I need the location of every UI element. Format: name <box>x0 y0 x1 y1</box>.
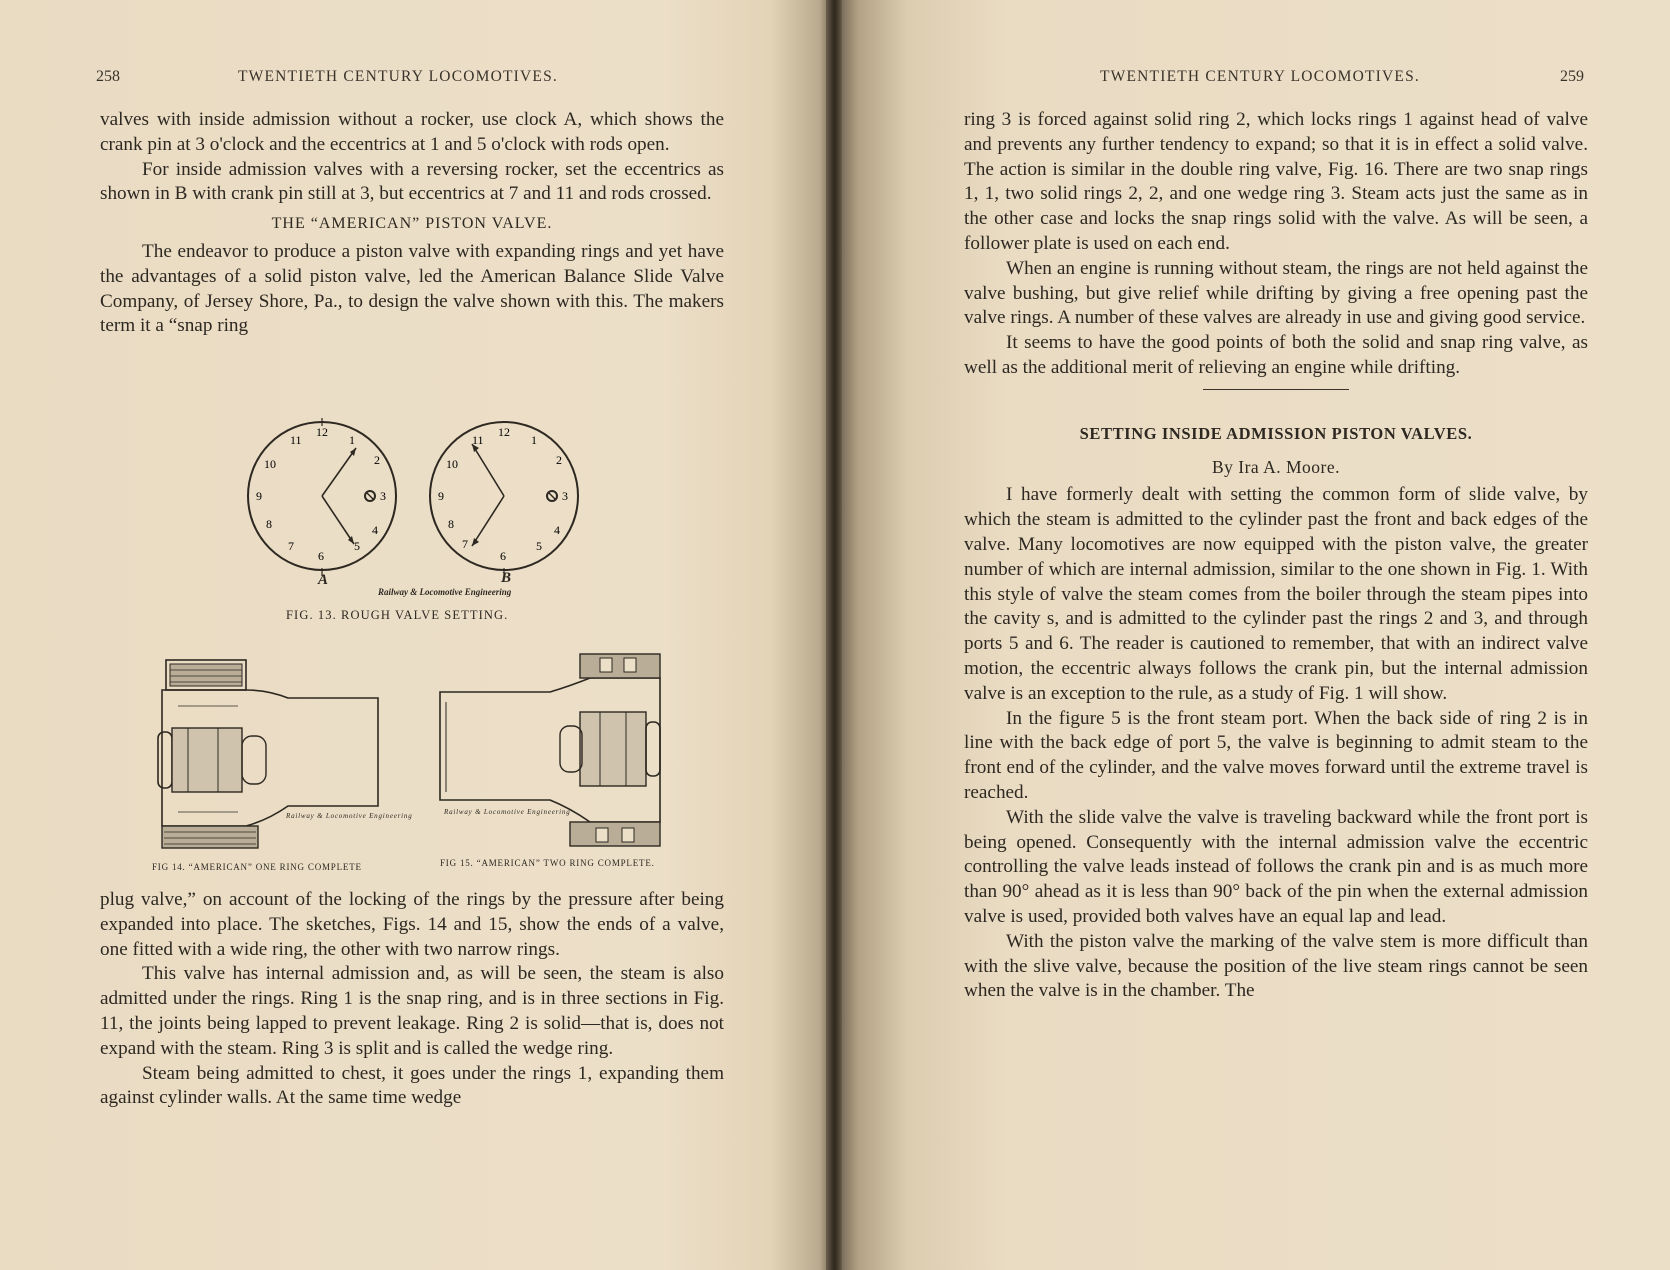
running-head: TWENTIETH CENTURY LOCOMOTIVES. <box>238 68 558 85</box>
paragraph: I have formerly dealt with setting the common form of slide valve, by which the steam is admitted to the cylinder past the front and back edges of the valve. Many locomotives are now equipped with the piston valve, the greater number of which are internal admission, similar to the one shown in Fig. 1. With this style of valve the steam comes from the boiler through the steam pipes into the cavity s, and is admitted to the cylinder past the rings 2 and 3, and through ports 5 and 6. The reader is cautioned to remember, that with an indirect valve motion, the eccentric always follows the crank pin, but the internal admission valve is an exception to the rule, as a study of Fig. 1 will show. <box>964 484 1588 704</box>
clock-numeral: 7 <box>288 539 294 553</box>
clock-numeral: 3 <box>562 489 568 503</box>
figure-caption: FIG. 13. ROUGH VALVE SETTING. <box>286 608 509 622</box>
clock-a-figure <box>246 418 406 578</box>
section-heading: SETTING INSIDE ADMISSION PISTON VALVES. <box>1079 423 1473 443</box>
clock-numeral: 5 <box>536 539 542 553</box>
text-block-bottom <box>100 888 724 1111</box>
page-number: 259 <box>1560 68 1584 85</box>
clock-numeral: 6 <box>500 549 506 563</box>
clock-numeral: 10 <box>264 457 276 471</box>
section-rule <box>1203 389 1349 390</box>
figure-caption: FIG 15. “AMERICAN” TWO RING COMPLETE. <box>440 858 655 868</box>
running-head: TWENTIETH CENTURY LOCOMOTIVES. <box>1100 68 1420 85</box>
figure-credit: Railway & Locomotive Engineering <box>286 812 413 820</box>
clock-numeral: 4 <box>372 523 378 537</box>
paragraph: For inside admission valves with a reversing rocker, set the eccentrics as shown in B with crank pin still at 3, but eccentrics at 7 and 11 and rods crossed. <box>100 158 724 205</box>
paragraph: With the slide valve the valve is traveling backward while the front port is being opened. Consequently with the internal admission valve the eccentric controlling the valve leads instead of follows the crank pin and is as much more than 90° ahead as it is less than 90° back of the pin when the external admission valve is used, provided both valves have an equal lap and lead. <box>964 806 1588 927</box>
clock-numeral: 11 <box>472 433 484 447</box>
text-block-top <box>100 108 724 339</box>
clock-numeral: 9 <box>438 489 444 503</box>
clock-numeral: 8 <box>266 517 272 531</box>
clock-numeral: 9 <box>256 489 262 503</box>
clock-a-label: A <box>318 572 329 588</box>
clock-numeral: 1 <box>349 433 355 447</box>
clock-numeral: 1 <box>531 433 537 447</box>
paragraph: valves with inside admission without a rocker, use clock A, which shows the crank pin at 3 o'clock and the eccentrics at 1 and 5 o'clock with rods open. <box>100 109 724 155</box>
clock-numeral: 4 <box>554 523 560 537</box>
valve-diagram-fig14 <box>158 656 388 852</box>
page-number: 258 <box>96 68 120 85</box>
paragraph: When an engine is running without steam, the rings are not held against the valve bushing, but give relief while drifting by giving a free opening past the valve rings. A number of these valves are already in use and giving good service. <box>964 257 1588 329</box>
byline: By Ira A. Moore. <box>1211 456 1341 477</box>
clock-numeral: 3 <box>380 489 386 503</box>
clock-b-label: B <box>501 570 512 586</box>
paragraph: ring 3 is forced against solid ring 2, which locks rings 1 against head of valve and prevents any further tendency to expand; so that it is in effect a solid valve. The action is similar in the double ring valve, Fig. 16. There are two snap rings 1, 1, two solid rings 2, 2, and one wedge ring 3. Steam acts just the same as in the other case and locks the snap rings solid with the valve. As will be seen, a follower plate is used on each end. <box>964 109 1588 254</box>
right-page <box>842 0 1670 1270</box>
clock-numeral: 2 <box>556 453 562 467</box>
paragraph: Steam being admitted to chest, it goes under the rings 1, expanding them against cylinder walls. At the same time wedge <box>100 1062 724 1109</box>
clock-numeral: 8 <box>448 517 454 531</box>
clock-numeral: 12 <box>498 425 510 439</box>
left-page <box>0 0 828 1270</box>
paragraph: plug valve,” on account of the locking of the rings by the pressure after being expanded into place. The sketches, Figs. 14 and 15, show the ends of a valve, one fitted with a wide ring, the other with two narrow rings. <box>100 889 724 960</box>
section-heading: THE “AMERICAN” PISTON VALVE. <box>271 215 553 233</box>
clock-b-figure <box>428 418 588 578</box>
clock-numeral: 12 <box>316 425 328 439</box>
paragraph: This valve has internal admission and, as will be seen, the steam is also admitted under the rings. Ring 1 is the snap ring, and is in three sections in Fig. 11, the joints being lapped to prevent leakage. Ring 2 is solid—that is, does not expand with the steam. Ring 3 is split and is called the wedge ring. <box>100 963 724 1059</box>
clock-numeral: 6 <box>318 549 324 563</box>
figure-credit: Railway & Locomotive Engineering <box>444 808 571 816</box>
clock-numeral: 7 <box>462 537 468 551</box>
figure-credit: Railway & Locomotive Engineering <box>378 587 512 597</box>
clock-numeral: 11 <box>290 433 302 447</box>
clock-numeral: 5 <box>354 539 360 553</box>
paragraph: The endeavor to produce a piston valve with expanding rings and yet have the advantages of a solid piston valve, led the American Balance Slide Valve Company, of Jersey Shore, Pa., to design the valve shown with this. The makers term it a “snap ring <box>100 240 724 337</box>
text-block <box>964 108 1588 1004</box>
figure-caption: FIG 14. “AMERICAN” ONE RING COMPLETE <box>152 862 362 872</box>
clock-numeral: 10 <box>446 457 458 471</box>
paragraph: It seems to have the good points of both the solid and snap ring valve, as well as the additional merit of relieving an engine while drifting. <box>964 332 1588 378</box>
valve-diagram-fig15 <box>440 652 670 852</box>
paragraph: In the figure 5 is the front steam port. When the back side of ring 2 is in line with the back edge of port 5, the valve is beginning to admit steam to the front end of the cylinder, and the valve moves forward until the extreme travel is reached. <box>964 707 1588 803</box>
clock-numeral: 2 <box>374 453 380 467</box>
paragraph: With the piston valve the marking of the valve stem is more difficult than with the slive valve, because the position of the live steam rings cannot be seen when the valve is in the chamber. The <box>964 930 1588 1002</box>
